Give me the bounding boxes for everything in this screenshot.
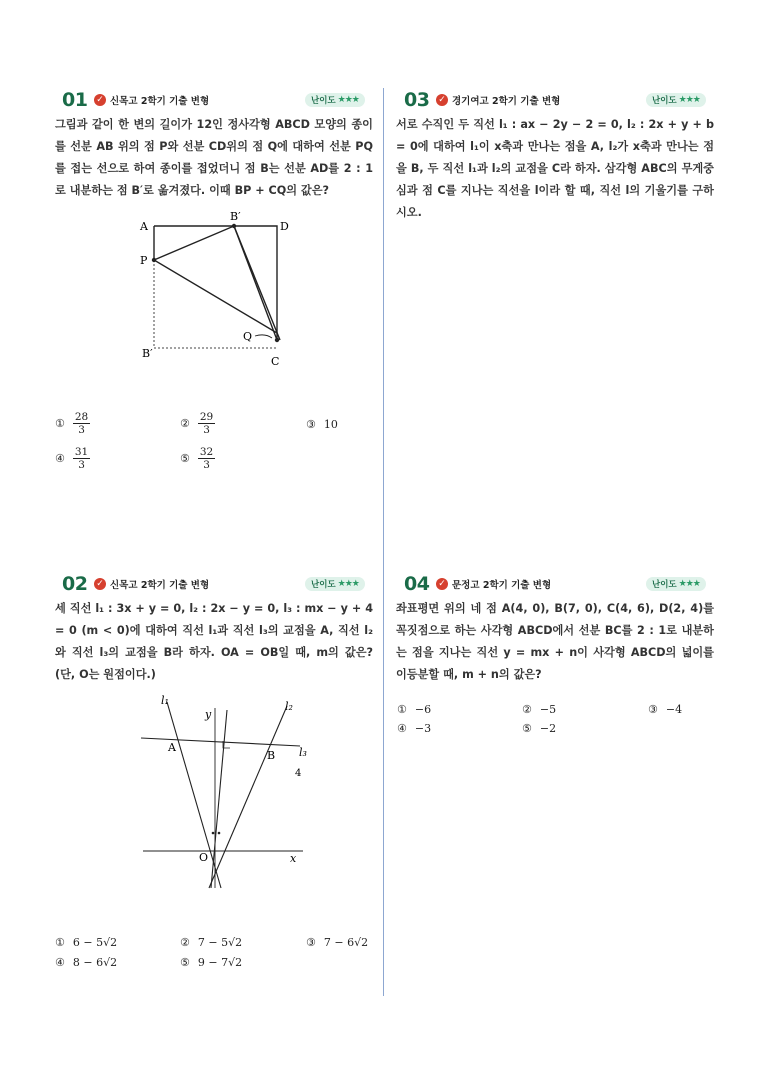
q01-choice-3[interactable]: ③ 10 <box>306 418 338 431</box>
q03-question-text: 서로 수직인 두 직선 l₁ : ax − 2y − 2 = 0, l₂ : 2x + y + b = 0에 대하여 l₁이 x축과 만나는 점을 A, l₂가 x축과 만나는 점을 B, 두 직선 l₁과 l₂의 교점을 C라 하자. 삼각형 ABC의 무게중심과 점 C를 지나는 직선을 l이라 할 때, 직선 l의 기울기를 구하시오. <box>396 118 714 219</box>
point-P <box>152 258 156 262</box>
q02-choice-1[interactable]: ① 6 − 5√2 <box>55 936 118 949</box>
q04-choice-3[interactable]: ③ −4 <box>648 703 683 716</box>
label-Q: Q <box>243 330 253 343</box>
label-l3: l₃ <box>299 746 307 759</box>
q04-question-text: 좌표평면 위의 네 점 A(4, 0), B(7, 0), C(4, 6), D(2, 4)를 꼭짓점으로 하는 사각형 ABCD에서 선분 BC를 2 : 1로 내분하는 점을 지나는 직선 y = mx + n이 사각형 ABCD의 넓이를 이등분할 때, m + n의 값은? <box>396 602 714 681</box>
q02-difficulty-badge <box>305 577 365 591</box>
star-icon: ★★★ <box>678 579 700 589</box>
q04-number: 04 <box>404 573 430 595</box>
label-C: C <box>271 355 280 368</box>
label-D: D <box>280 220 289 233</box>
q01-choice-2[interactable]: ② $\frac{29}{3}$ <box>180 411 214 436</box>
q03-number: 03 <box>404 89 430 111</box>
label-Bprime-top: B′ <box>230 210 241 223</box>
q02-choice-3[interactable]: ③ 7 − 6√2 <box>306 936 369 949</box>
q02-header <box>62 574 209 594</box>
q01-header <box>62 90 209 110</box>
column-divider <box>383 88 384 996</box>
q03-header <box>404 90 560 110</box>
q04-choice-1[interactable]: ① −6 <box>397 703 432 716</box>
label-Bprime-bottom: B′ <box>142 347 153 360</box>
q02-choice-2[interactable]: ② 7 − 5√2 <box>180 936 243 949</box>
q01-choice-5[interactable]: ⑤ $\frac{32}{3}$ <box>180 446 214 471</box>
q04-header <box>404 574 551 594</box>
q04-source: 문정고 2학기 기출 변형 <box>452 580 552 591</box>
star-icon: ★★★ <box>337 95 359 105</box>
q02-source: 신목고 2학기 기출 변형 <box>110 580 210 591</box>
label-A: A <box>140 220 148 233</box>
star-icon: ★★★ <box>678 95 700 105</box>
q01-figure <box>120 205 310 380</box>
q04-choice-2[interactable]: ② −5 <box>522 703 557 716</box>
q04-choice-5[interactable]: ⑤ −2 <box>522 722 557 735</box>
q01-choice-4[interactable]: ④ $\frac{31}{3}$ <box>55 446 89 471</box>
q01-question-text: 그림과 같이 한 변의 길이가 12인 정사각형 ABCD 모양의 종이를 선분 AB 위의 점 P와 선분 CD위의 점 Q에 대하여 선분 PQ를 접는 선으로 하여 종이를 접었더니 점 B는 선분 AD를 2 : 1로 내분하는 점 B′로 옮겨졌다. 이때 BP + CQ의 값은? <box>55 118 373 197</box>
label-l2: l₂ <box>285 700 293 713</box>
q04-choice-4[interactable]: ④ −3 <box>397 722 432 735</box>
label-four: 4 <box>295 768 302 779</box>
check-icon: ✓ <box>94 94 106 106</box>
q02-choice-5[interactable]: ⑤ 9 − 7√2 <box>180 956 243 969</box>
check-icon: ✓ <box>436 578 448 590</box>
difficulty-label: 난이도 <box>311 96 336 106</box>
check-icon: ✓ <box>94 578 106 590</box>
q04-difficulty-badge <box>646 577 706 591</box>
point-C <box>275 338 279 342</box>
q01-choice-1[interactable]: ① $\frac{28}{3}$ <box>55 411 89 436</box>
difficulty-label: 난이도 <box>652 96 677 106</box>
point-Bprime <box>232 224 236 228</box>
star-icon: ★★★ <box>337 579 359 589</box>
label-l1: l₁ <box>161 694 169 707</box>
q02-question-text: 세 직선 l₁ : 3x + y = 0, l₂ : 2x − y = 0, l₃ : mx − y + 4 = 0 (m < 0)에 대하여 직선 l₁과 직선 l₃의 교점을 A, 직선 l₂와 직선 l₃의 교점을 B라 하자. OA = OB일 때, m의 값은? (단, O는 원점이다.) <box>55 602 373 681</box>
difficulty-label: 난이도 <box>652 580 677 590</box>
check-icon: ✓ <box>436 94 448 106</box>
q02-number: 02 <box>62 573 88 595</box>
q03-difficulty-badge <box>646 93 706 107</box>
q02-figure <box>135 690 315 895</box>
q01-difficulty-badge <box>305 93 365 107</box>
q01-number: 01 <box>62 89 88 111</box>
label-y: y <box>205 708 212 721</box>
label-A: A <box>168 741 176 754</box>
difficulty-label: 난이도 <box>311 580 336 590</box>
q02-choice-4[interactable]: ④ 8 − 6√2 <box>55 956 118 969</box>
label-O: O <box>199 851 209 864</box>
label-x: x <box>290 852 297 865</box>
label-B: B <box>267 749 276 762</box>
label-P: P <box>140 254 148 267</box>
q03-source: 경기여고 2학기 기출 변형 <box>452 96 561 107</box>
q01-source: 신목고 2학기 기출 변형 <box>110 96 210 107</box>
